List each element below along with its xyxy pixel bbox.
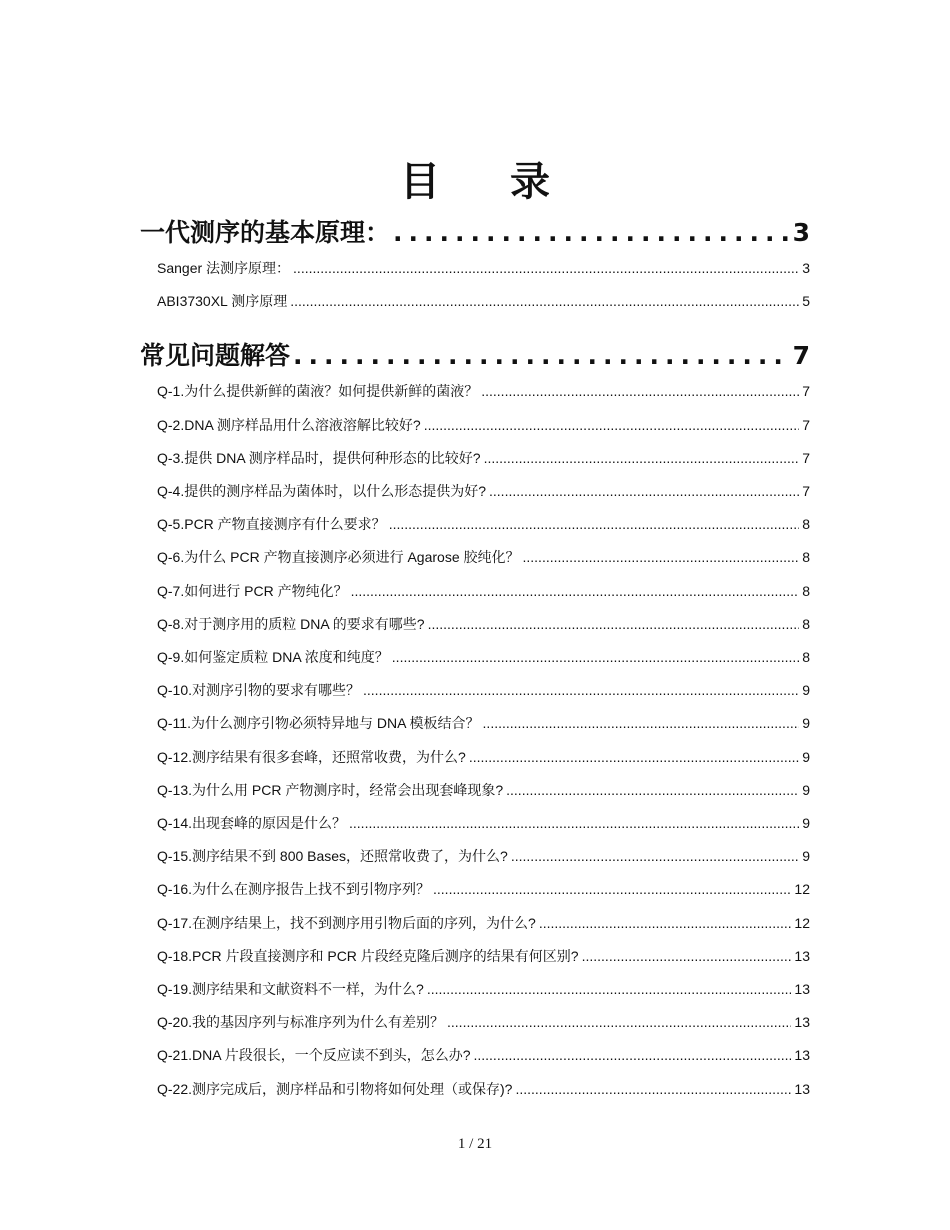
toc-entry-label: Q-8.对于测序用的质粒 DNA 的要求有哪些? bbox=[157, 615, 425, 632]
toc-page-number: 8 bbox=[802, 649, 810, 665]
toc-page-number: 3 bbox=[802, 260, 810, 276]
toc-entry-label: Q-9.如何鉴定质粒 DNA 浓度和纯度？ bbox=[157, 649, 389, 665]
toc-entry[interactable] bbox=[157, 291, 810, 311]
toc-leader-dots bbox=[363, 682, 799, 698]
toc-leader-dots bbox=[489, 483, 799, 499]
toc-entry[interactable] bbox=[157, 713, 810, 733]
toc-page-number: 8 bbox=[802, 615, 810, 632]
toc-entry-label: Q-19.测序结果和文献资料不一样，为什么? bbox=[157, 981, 424, 997]
toc-leader-dots bbox=[523, 549, 800, 565]
toc-entry-label: Q-3.提供 DNA 测序样品时，提供何种形态的比较好? bbox=[157, 449, 481, 466]
toc-entry[interactable] bbox=[157, 381, 810, 401]
toc-entry-label: Q-16.为什么在测序报告上找不到引物序列？ bbox=[157, 881, 431, 898]
toc-leader-dots bbox=[427, 981, 792, 997]
toc-page-number: 7 bbox=[802, 449, 810, 466]
toc-entry-label: Q-4.提供的测序样品为菌体时，以什么形态提供为好? bbox=[157, 483, 487, 499]
toc-page-number: 5 bbox=[802, 293, 810, 310]
toc-leader-dots bbox=[473, 1047, 791, 1063]
toc-leader-dots bbox=[515, 1081, 791, 1097]
toc-page-number: 8 bbox=[802, 516, 810, 533]
toc-entry-label: Q-7.如何进行 PCR 产物纯化？ bbox=[157, 582, 348, 599]
toc-heading[interactable] bbox=[140, 336, 810, 372]
toc-page-number: 13 bbox=[794, 1047, 810, 1064]
toc-entry[interactable] bbox=[157, 647, 810, 667]
toc-heading[interactable] bbox=[140, 213, 810, 249]
toc-leader-dots bbox=[484, 450, 800, 466]
toc-entry-label: Q-18.PCR 片段直接测序和 PCR 片段经克隆后测序的结果有何区别? bbox=[157, 947, 579, 964]
page-title: 目 录 bbox=[400, 158, 578, 205]
toc-entry-label: Q-14.出现套峰的原因是什么？ bbox=[157, 815, 347, 831]
toc-entry[interactable] bbox=[157, 946, 810, 966]
toc-leader-dots bbox=[349, 815, 799, 831]
toc-leader-dots bbox=[428, 616, 800, 632]
toc-entry-label: Q-6.为什么 PCR 产物直接测序必须进行 Agarose 胶纯化？ bbox=[157, 549, 520, 566]
toc-entry-label: Q-17.在测序结果上，找不到测序用引物后面的序列，为什么? bbox=[157, 914, 536, 931]
toc-leader-dots bbox=[469, 749, 799, 765]
toc-entry[interactable] bbox=[157, 1012, 810, 1032]
toc-entry[interactable] bbox=[157, 258, 810, 278]
toc-page-number: 9 bbox=[802, 715, 810, 732]
toc-page-number: 8 bbox=[802, 582, 810, 599]
toc-entry-label: Q-1.为什么提供新鲜的菌液？如何提供新鲜的菌液？ bbox=[157, 383, 479, 400]
toc-leader-dots bbox=[290, 293, 799, 309]
toc-page-number: 12 bbox=[794, 914, 810, 931]
toc-leader-dots bbox=[293, 260, 799, 276]
toc-entry[interactable] bbox=[157, 979, 810, 999]
toc-page-number: 13 bbox=[794, 981, 810, 997]
toc-page-number: 13 bbox=[794, 1014, 810, 1031]
toc-entry[interactable] bbox=[157, 813, 810, 833]
toc-leader-dots bbox=[424, 417, 800, 433]
toc-entry[interactable] bbox=[157, 780, 810, 800]
toc-entry[interactable] bbox=[157, 448, 810, 468]
toc-leader-dots bbox=[389, 516, 800, 532]
toc-entry-label: Q-20.我的基因序列与标准序列为什么有差别？ bbox=[157, 1014, 445, 1031]
toc-page-number: 7 bbox=[802, 416, 810, 433]
toc-page-number: 7 bbox=[802, 483, 810, 499]
toc-entry[interactable] bbox=[157, 913, 810, 933]
toc-leader-dots bbox=[483, 715, 800, 731]
toc-entry-label: Q-13.为什么用 PCR 产物测序时，经常会出现套峰现象? bbox=[157, 781, 504, 798]
toc-page-number: 9 bbox=[802, 848, 810, 865]
toc-entry[interactable] bbox=[157, 614, 810, 634]
toc-entry[interactable] bbox=[157, 514, 810, 534]
toc-page-number: 7 bbox=[802, 383, 810, 400]
toc-entry-label: Q-11.为什么测序引物必须特异地与 DNA 模板结合？ bbox=[157, 715, 480, 732]
toc-entry-label: Q-15.测序结果不到 800 Bases，还照常收费了，为什么? bbox=[157, 848, 508, 865]
toc-page-number: 9 bbox=[802, 682, 810, 699]
toc-entry[interactable] bbox=[157, 581, 810, 601]
toc-page-number: 12 bbox=[794, 881, 810, 898]
toc-entry-label: Q-21.DNA 片段很长，一个反应读不到头，怎么办? bbox=[157, 1047, 471, 1064]
toc-leader-dots bbox=[481, 383, 799, 399]
toc-page-number: 7 bbox=[792, 341, 810, 371]
toc-entry[interactable] bbox=[157, 680, 810, 700]
toc-entry[interactable] bbox=[157, 846, 810, 866]
toc-entry[interactable] bbox=[157, 1079, 810, 1099]
toc-leader-dots bbox=[392, 649, 799, 665]
toc-entry-label: ABI3730XL 测序原理 bbox=[157, 293, 288, 310]
toc-page-number: 9 bbox=[802, 815, 810, 831]
toc-entry-label: Q-2.DNA 测序样品用什么溶液溶解比较好? bbox=[157, 416, 421, 433]
toc-page-number: 8 bbox=[802, 549, 810, 566]
toc-leader-dots bbox=[511, 848, 799, 864]
toc-leader-dots bbox=[447, 1014, 791, 1030]
toc-entry-label: Q-22.测序完成后，测序样品和引物将如何处理（或保存)? bbox=[157, 1080, 513, 1097]
toc-page-number: 9 bbox=[802, 748, 810, 765]
toc-entry[interactable] bbox=[157, 547, 810, 567]
toc-entry[interactable] bbox=[157, 879, 810, 899]
toc-page-number: 3 bbox=[792, 218, 810, 247]
toc-entry-label: Q-10.对测序引物的要求有哪些？ bbox=[157, 682, 361, 699]
toc-entry-label: 一代测序的基本原理： bbox=[140, 218, 391, 247]
toc-page-number: 13 bbox=[794, 1080, 810, 1097]
toc-entry[interactable] bbox=[157, 747, 810, 767]
toc-leader-dots bbox=[393, 218, 790, 247]
toc-entry[interactable] bbox=[157, 415, 810, 435]
toc-entry-label: Sanger 法测序原理： bbox=[157, 260, 291, 276]
toc-entry-label: Q-5.PCR 产物直接测序有什么要求？ bbox=[157, 516, 386, 533]
toc-page-number: 13 bbox=[794, 947, 810, 964]
toc-leader-dots bbox=[506, 782, 799, 798]
page-indicator: 1 / 21 bbox=[457, 1136, 493, 1152]
toc-leader-dots bbox=[539, 915, 792, 931]
toc-leader-dots bbox=[582, 948, 792, 964]
toc-leader-dots bbox=[351, 583, 800, 599]
toc-entry-label: Q-12.测序结果有很多套峰，还照常收费，为什么? bbox=[157, 748, 466, 765]
toc-leader-dots bbox=[293, 341, 790, 370]
toc-entry[interactable] bbox=[157, 1045, 810, 1065]
toc-entry-label: 常见问题解答 bbox=[140, 341, 291, 371]
toc-page-number: 9 bbox=[802, 781, 810, 798]
toc-leader-dots bbox=[433, 881, 791, 897]
toc-entry[interactable] bbox=[157, 481, 810, 501]
